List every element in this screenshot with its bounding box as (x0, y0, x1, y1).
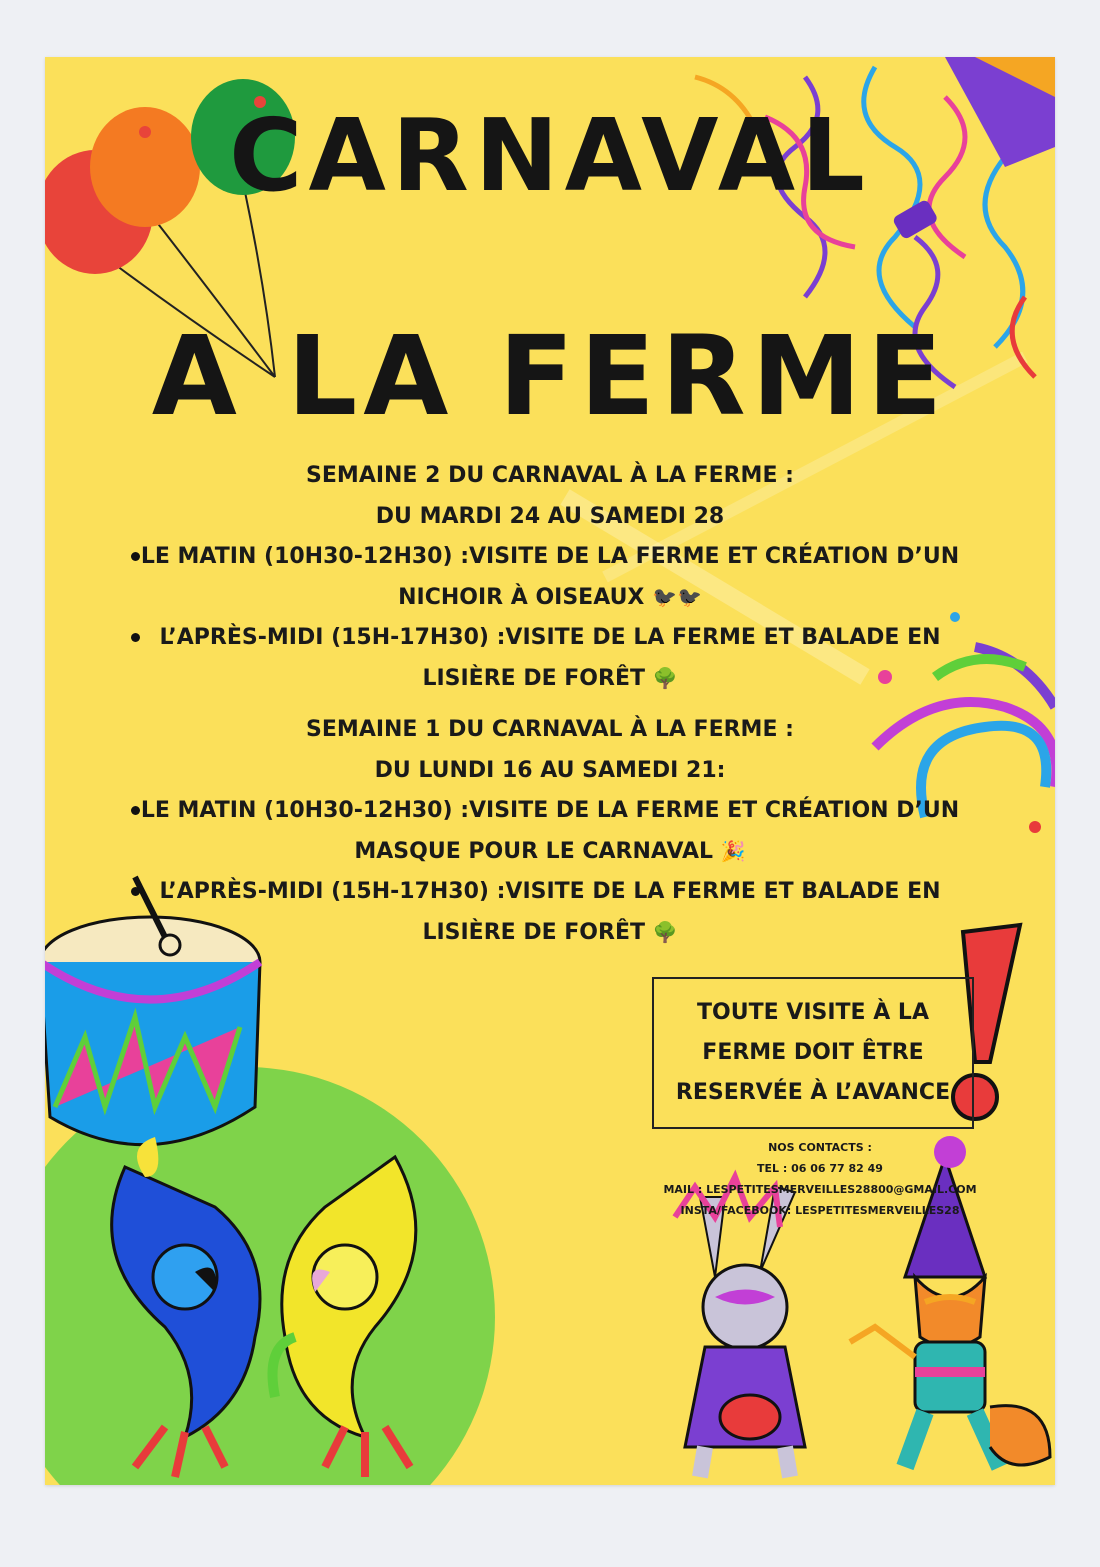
week1-morning-line2: MASQUE POUR LE CARNAVAL (354, 839, 714, 864)
week1-dates: DU LUNDI 16 AU SAMEDI 21: (374, 758, 726, 783)
week2-afternoon (45, 618, 1055, 658)
week1-section (45, 709, 1055, 953)
contacts-mail: MAIL : LESPETITESMERVEILLES28800@GMAIL.COM (663, 1183, 977, 1196)
contacts-heading: NOS CONTACTS : (768, 1141, 872, 1154)
week1-heading: SEMAINE 1 DU CARNAVAL À LA FERME : (306, 717, 794, 742)
week1-afternoon (45, 872, 1055, 912)
title-line-2: A LA FERME (151, 312, 949, 440)
week2-morning-line2: NICHOIR À OISEAUX (398, 585, 645, 610)
bullet-icon (131, 887, 140, 896)
week2-morning (45, 537, 1055, 577)
contacts-block (645, 1137, 995, 1221)
tree-icon: 🌳 (652, 666, 678, 690)
bullet-icon (131, 633, 140, 642)
week2-afternoon-line2: LISIÈRE DE FORÊT (422, 666, 645, 691)
birds-icon: 🐦‍⬛🐦‍⬛ (652, 585, 702, 609)
week1-afternoon-line2: LISIÈRE DE FORÊT (422, 920, 645, 945)
rabbit-drummer-illustration (675, 1177, 805, 1477)
week2-section (45, 455, 1055, 699)
week2-morning-line1: LE MATIN (10H30-12H30) :VISITE DE LA FERME ET CRÉATION D’UN (140, 544, 960, 569)
notice-line-3: RESERVÉE À L’AVANCE (675, 1080, 951, 1105)
tree-icon: 🌳 (652, 920, 678, 944)
week1-afternoon-cont (45, 912, 1055, 953)
week2-afternoon-cont (45, 658, 1055, 699)
week2-heading: SEMAINE 2 DU CARNAVAL À LA FERME : (306, 463, 794, 488)
bullet-icon (131, 552, 140, 561)
contacts-phone: TEL : 06 06 77 82 49 (757, 1162, 883, 1175)
notice-line-1: TOUTE VISITE À LA (697, 1000, 929, 1025)
notice-line-2: FERME DOIT ÊTRE (702, 1040, 924, 1065)
title-line-1: CARNAVAL (229, 97, 871, 214)
bullet-icon (131, 806, 140, 815)
week1-morning (45, 791, 1055, 831)
poster (45, 57, 1055, 1485)
week1-morning-line1: LE MATIN (10H30-12H30) :VISITE DE LA FERME ET CRÉATION D’UN (140, 798, 960, 823)
party-popper-icon: 🎉 (720, 839, 746, 863)
week2-morning-cont (45, 577, 1055, 618)
reservation-notice (652, 977, 974, 1129)
week1-afternoon-line1: L’APRÈS-MIDI (15H-17H30) :VISITE DE LA FERME ET BALADE EN (159, 879, 941, 904)
week1-morning-cont (45, 831, 1055, 872)
contacts-social: INSTA/FACEBOOK: LESPETITESMERVEILLES28 (680, 1204, 960, 1217)
week2-afternoon-line1: L’APRÈS-MIDI (15H-17H30) :VISITE DE LA FERME ET BALADE EN (159, 625, 941, 650)
week2-dates: DU MARDI 24 AU SAMEDI 28 (375, 504, 725, 529)
